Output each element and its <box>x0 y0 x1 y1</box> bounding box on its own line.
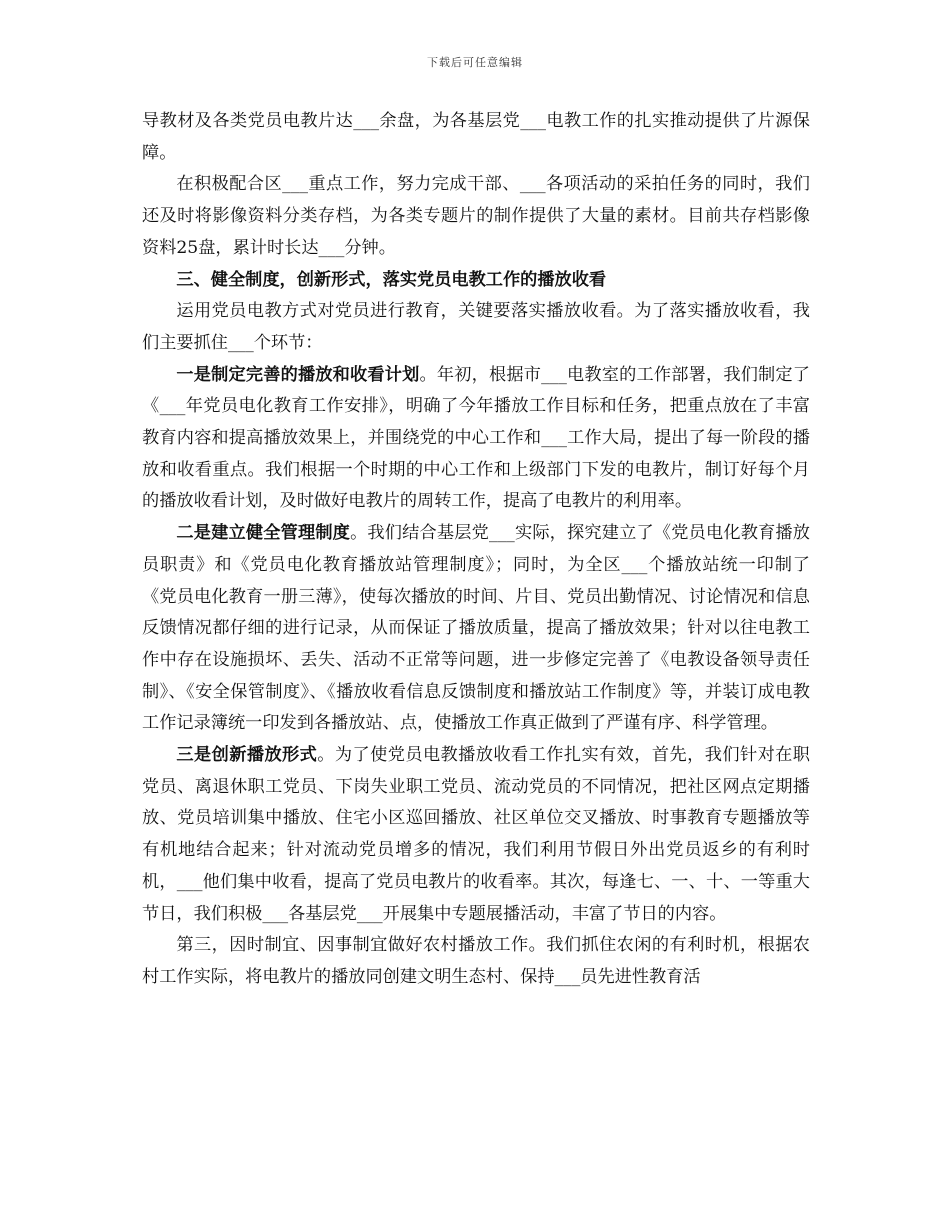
paragraph-2: 在积极配合区___重点工作，努力完成干部、___各项活动的采拍任务的同时，我们还及时将影像资料分类存档，为各类专题片的制作提供了大量的素材。目前共存档影像资料25盘，累计时长达___分钟。 <box>142 174 810 258</box>
page-header: 下载后可任意编辑 <box>427 56 523 69</box>
paragraph-7 <box>142 740 810 930</box>
paragraph-6-body: 。我们结合基层党___实际，探究建立了《党员电化教育播放员职责》和《党员电化教育播放站管理制度》；同时，为全区___个播放站统一印制了《党员电化教育一册三薄》，使每次播放的时间、片目、党员出勤情况、讨论情况和信息反馈情况都仔细的进行记录，从而保证了播放质量，提高了播放效果；针对以往电教工作中存在设施损坏、丢失、活动不正常等问题，进一步修定完善了《电教设备领导责任制》、《安全保管制度》、《播放收看信息反馈制度和播放站工作制度》等，并装订成电教工作记录簿统一印发到各播放站、点，使播放工作真正做到了严谨有序、科学管理。 <box>142 523 810 734</box>
paragraph-8: 第三，因时制宜、因事制宜做好农村播放工作。我们抓住农闲的有利时机，根据农村工作实际，将电教片的播放同创建文明生态村、保持___员先进性教育活 <box>142 935 810 987</box>
paragraph-7-lead: 三是创新播放形式 <box>176 745 318 766</box>
paragraph-4: 运用党员电教方式对党员进行教育，关键要落实播放收看。为了落实播放收看，我们主要抓住___个环节： <box>142 301 810 353</box>
paragraph-5 <box>142 360 810 519</box>
paragraph-6 <box>142 518 810 740</box>
paragraph-6-lead: 二是建立健全管理制度 <box>176 523 351 544</box>
paragraph-7-body: 。为了使党员电教播放收看工作扎实有效，首先，我们针对在职党员、离退休职工党员、下岗失业职工党员、流动党员的不同情况，把社区网点定期播放、党员培训集中播放、住宅小区巡回播放、社区单位交叉播放、时事教育专题播放等有机地结合起来；针对流动党员增多的情况，我们利用节假日外出党员返乡的有利时机，___他们集中收看，提高了党员电教片的收看率。其次，每逢七、一、十、一等重大节日，我们积极___各基层党___开展集中专题展播活动，丰富了节日的内容。 <box>142 745 810 924</box>
document-body <box>142 106 810 994</box>
section-heading: 三、健全制度，创新形式，落实党员电教工作的播放收看 <box>176 269 607 290</box>
paragraph-5-lead: 一是制定完善的播放和收看计划 <box>176 364 420 385</box>
paragraph-1: 导教材及各类党员电教片达___余盘，为各基层党___电教工作的扎实推动提供了片源保障。 <box>142 111 810 163</box>
paragraph-5-body: 。年初，根据市___电教室的工作部署，我们制定了《___年党员电化教育工作安排》，明确了今年播放工作目标和任务，把重点放在了丰富教育内容和提高播放效果上，并围绕党的中心工作和___工作大局，提出了每一阶段的播放和收看重点。我们根据一个时期的中心工作和上级部门下发的电教片，制订好每个月的播放收看计划，及时做好电教片的周转工作，提高了电教片的利用率。 <box>142 364 810 512</box>
